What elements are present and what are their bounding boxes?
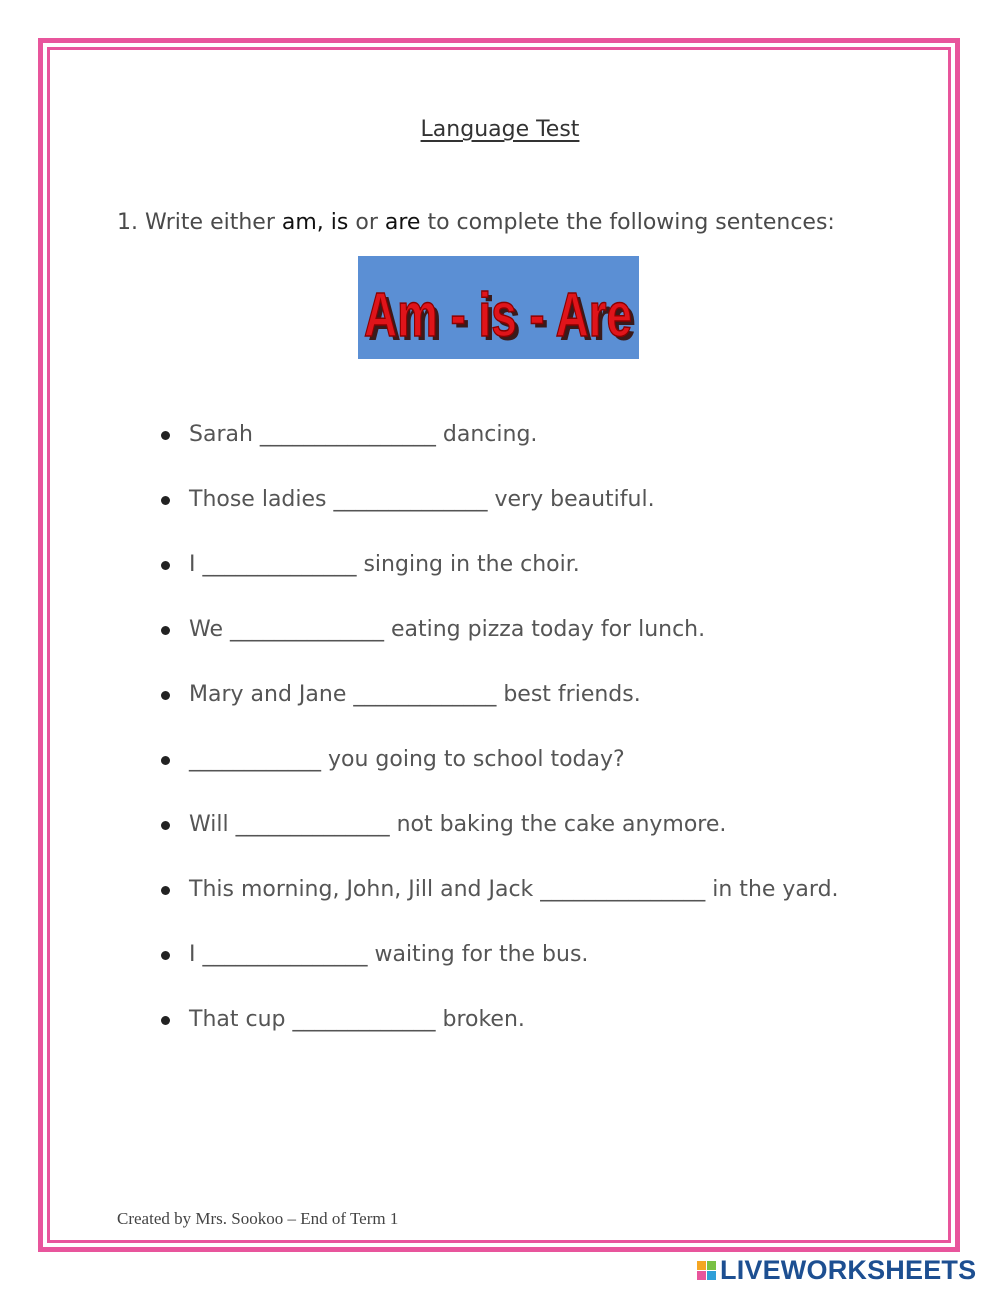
list-item <box>158 938 839 1003</box>
sentence-text: This morning, John, Jill and Jack _______________ in the yard. <box>189 877 839 902</box>
sentence-text: Mary and Jane _____________ best friends. <box>189 682 641 707</box>
list-item <box>158 1003 839 1068</box>
bullet-icon <box>161 561 170 570</box>
list-item <box>158 613 839 678</box>
bullet-icon <box>161 1016 170 1025</box>
list-item <box>158 418 839 483</box>
keyword-am-is: am, is <box>281 210 349 235</box>
bullet-icon <box>161 951 170 960</box>
logo-squares-icon <box>697 1261 716 1280</box>
banner-text-shadow: Am - is - Are <box>368 285 636 354</box>
instruction-mid: or <box>355 210 378 235</box>
sentence-text: Will ______________ not baking the cake anymore. <box>189 812 727 837</box>
bullet-icon <box>161 626 170 635</box>
sentence-text: Sarah ________________ dancing. <box>189 422 538 447</box>
sentence-list <box>158 418 839 1068</box>
liveworksheets-logo[interactable] <box>697 1256 976 1284</box>
footer-credit: Created by Mrs. Sookoo – End of Term 1 <box>117 1209 399 1228</box>
bullet-icon <box>161 821 170 830</box>
list-item <box>158 873 839 938</box>
list-item <box>158 808 839 873</box>
page-title: Language Test <box>420 117 580 142</box>
list-item <box>158 743 839 808</box>
sentence-text: I ______________ singing in the choir. <box>189 552 580 577</box>
question-number: 1. <box>117 210 138 235</box>
banner-text: Am - is - Are <box>364 281 632 350</box>
bullet-icon <box>161 431 170 440</box>
bullet-icon <box>161 691 170 700</box>
bullet-icon <box>161 756 170 765</box>
list-item <box>158 678 839 743</box>
sentence-text: We ______________ eating pizza today for lunch. <box>189 617 706 642</box>
sentence-text: I _______________ waiting for the bus. <box>189 942 589 967</box>
question-instruction <box>117 210 835 235</box>
sentence-text: ____________ you going to school today? <box>189 747 625 772</box>
bullet-icon <box>161 886 170 895</box>
instruction-suffix: to complete the following sentences: <box>427 210 835 235</box>
logo-text: LIVEWORKSHEETS <box>720 1254 977 1285</box>
keyword-are: are <box>384 210 421 235</box>
sentence-text: Those ladies ______________ very beautiful. <box>189 487 655 512</box>
list-item <box>158 548 839 613</box>
sentence-text: That cup _____________ broken. <box>189 1007 525 1032</box>
instruction-prefix: Write either <box>145 210 275 235</box>
bullet-icon <box>161 496 170 505</box>
am-is-are-banner <box>358 256 639 359</box>
list-item <box>158 483 839 548</box>
